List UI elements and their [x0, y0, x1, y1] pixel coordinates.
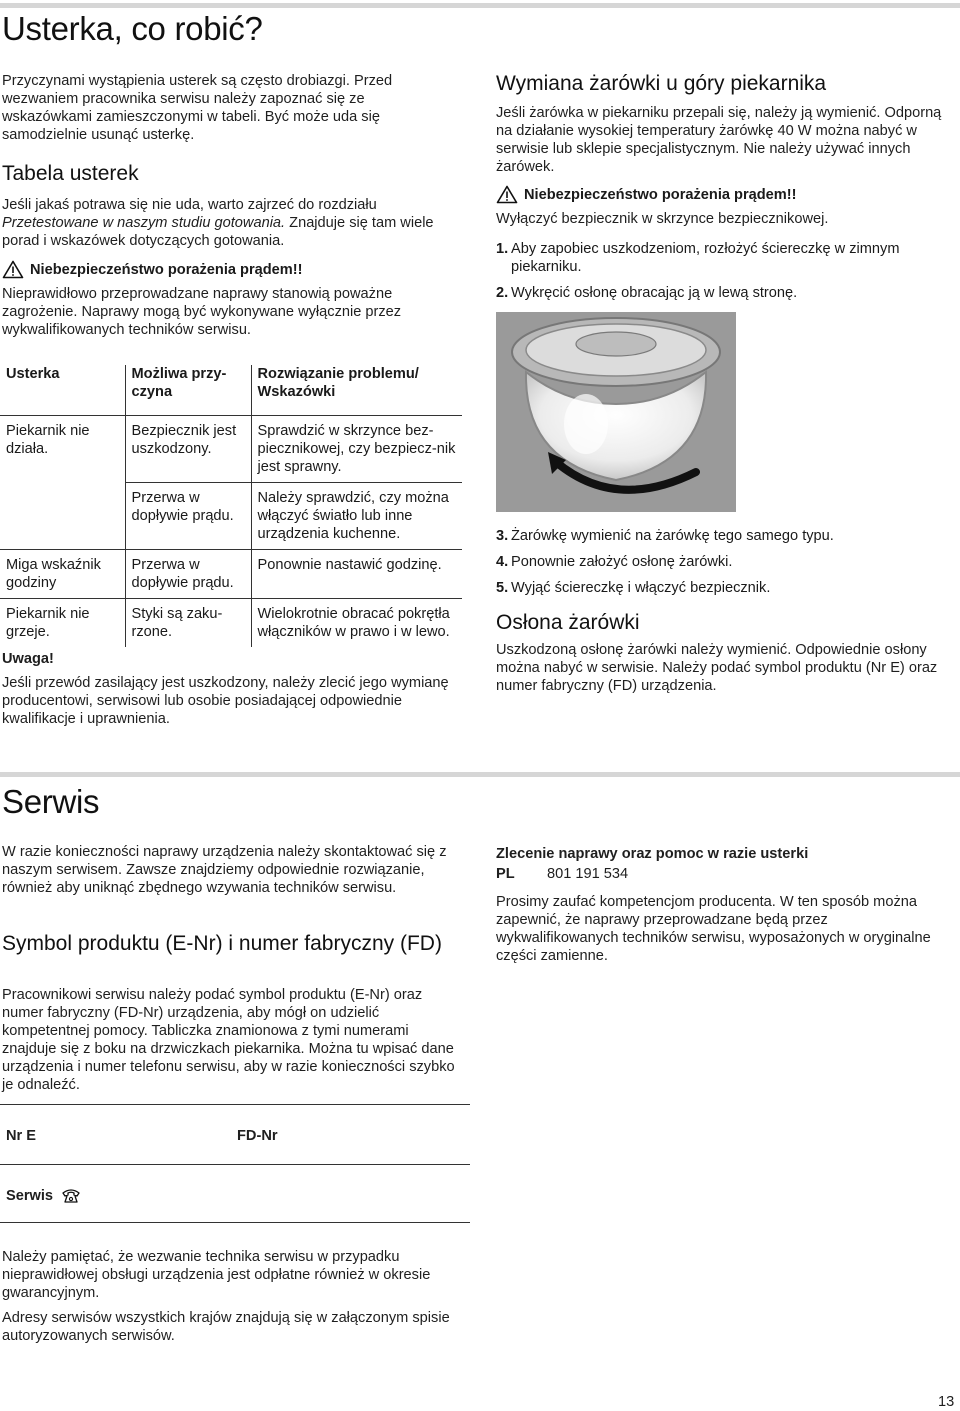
- telephone-icon: [61, 1188, 81, 1204]
- column-header: Usterka: [0, 365, 125, 416]
- service-footer-2: Adresy serwisów wszystkich krajów znajdują się w załączonym spisie autoryzowanych serwisów.: [2, 1310, 450, 1344]
- note-title: Uwaga!: [2, 651, 54, 667]
- cause-cell: Bezpiecznik jest uszkodzony.: [125, 416, 251, 483]
- list-item: 5. Wyjąć ściereczkę i włączyć bezpiecznik.: [496, 580, 771, 596]
- service-phone-label: Serwis: [6, 1187, 81, 1205]
- page-number: 13: [938, 1394, 955, 1410]
- page-title: Usterka, co robić?: [2, 10, 263, 47]
- fault-cell: Piekarnik nie działa.: [0, 416, 125, 550]
- nr-box-mid-line: [0, 1164, 470, 1165]
- shock-warning-right: [496, 185, 796, 204]
- note-text: Jeśli przewód zasilający jest uszkodzony, należy zlecić jego wymianę producentowi, serwisowi lub osobie posiadającej odpowiednie kwalifikacje i uprawnienia.: [2, 675, 449, 727]
- top-rule: [0, 3, 960, 8]
- symbol-heading: Symbol produktu (E-Nr) i numer fabryczny (FD): [2, 932, 442, 955]
- nr-e-label: Nr E: [6, 1128, 37, 1144]
- cause-cell: Styki są zaku-rzone.: [125, 599, 251, 648]
- intro-text: Przyczynami wystąpienia usterek są często drobiazgi. Przed wezwaniem pracownika serwisu należy zapoznać się ze wskazówkami zamieszczonymi w tabeli. Być może uda się samodzielnie usunąć usterkę.: [2, 73, 393, 143]
- warning-title: Niebezpieczeństwo porażenia prądem!!: [524, 186, 797, 203]
- bulb-steps-2: [496, 527, 956, 597]
- warning-text-left: Nieprawidłowo przeprowadzane naprawy stanowią poważne zagrożenie. Naprawy mogą być wykonywane wyłącznie przez wykwalifikowanych techników serwisu.: [2, 286, 402, 338]
- table-row: [0, 550, 462, 599]
- solution-cell: Ponownie nastawić godzinę.: [251, 550, 462, 599]
- fault-table-heading: Tabela usterek: [2, 162, 139, 185]
- bulb-top-text: Jeśli żarówka w piekarniku przepali się, należy ją wymienić. Odporną na działanie wysokiej temperatury żarówkę 40 W można nabyć w serwisie lub sklepie specjalistycznym. Nie należy używać innych żarówek.: [496, 105, 942, 175]
- table-row: [0, 599, 462, 648]
- fault-cell: Miga wskaźnik godziny: [0, 550, 125, 599]
- cause-cell: Przerwa w dopływie prądu.: [125, 483, 251, 550]
- list-item: 4. Ponownie założyć osłonę żarówki.: [496, 554, 733, 570]
- warning-text-right: Wyłączyć bezpiecznik w skrzynce bezpiecznikowej.: [496, 211, 829, 227]
- bulb-cover-heading: Osłona żarówki: [496, 611, 640, 634]
- service-intro: W razie konieczności naprawy urządzenia należy skontaktować się z naszym serwisem. Zawsze znajdziemy odpowiednie rozwiązanie, również aby uniknąć zbędnego wzywania techników serwisu.: [2, 844, 447, 896]
- repair-heading: Zlecenie naprawy oraz pomoc w razie usterki: [496, 846, 809, 862]
- list-item: 1. Aby zapobiec uszkodzeniom, rozłożyć ściereczkę w zimnym piekarniku.: [496, 241, 900, 275]
- solution-cell: Wielokrotnie obracać pokrętła włączników w prawo i w lewo.: [251, 599, 462, 648]
- shock-warning-left: [2, 260, 302, 279]
- nr-box-bottom-line: [0, 1222, 470, 1223]
- fault-cell: Piekarnik nie grzeje.: [6, 606, 90, 640]
- cause-cell: Przerwa w dopływie prądu.: [125, 550, 251, 599]
- table-row: [0, 416, 462, 483]
- fault-table: [0, 365, 462, 647]
- bulb-cover-text: Uszkodzoną osłonę żarówki należy wymienić. Odpowiednie osłony można nabyć w serwisie. Należy podać symbol produktu (Nr E) oraz numer fabryczny (FD) urządzenia.: [496, 642, 938, 694]
- warning-triangle-icon: [2, 260, 24, 279]
- repair-phone: [496, 865, 628, 883]
- column-header: Rozwiązanie problemu/ Wskazówki: [251, 365, 462, 416]
- nr-box-top-line: [0, 1104, 470, 1105]
- list-item: 2. Wykręcić osłonę obracając ją w lewą stronę.: [496, 285, 798, 301]
- fault-table-intro: Jeśli jakaś potrawa się nie uda, warto zajrzeć do rozdziału Przetestowane w naszym studiu gotowania. Znajduje się tam wiele porad i wskazówek dotyczących gotowania.: [2, 197, 434, 249]
- section-rule: [0, 772, 960, 777]
- warning-title: Niebezpieczeństwo porażenia prądem!!: [30, 261, 303, 278]
- solution-cell: Należy sprawdzić, czy można włączyć światło lub inne urządzenia kuchenne.: [251, 483, 462, 550]
- repair-text: Prosimy zaufać kompetencjom producenta. W ten sposób można zapewnić, że naprawy przeprowadzane będą przez wykwalifikowanych techników serwisu, wyposażonych w oryginalne części zamienne.: [496, 894, 931, 964]
- column-header: Możliwa przy-czyna: [125, 365, 251, 416]
- bulb-steps-1: [496, 240, 956, 302]
- table-header-row: [0, 365, 462, 416]
- bulb-top-heading: Wymiana żarówki u góry piekarnika: [496, 72, 827, 95]
- country-code: PL: [496, 866, 515, 882]
- phone-number: 801 191 534: [547, 866, 629, 882]
- lamp-cover-illustration: [496, 312, 736, 512]
- service-heading: Serwis: [2, 783, 100, 820]
- warning-triangle-icon: [496, 185, 518, 204]
- fd-nr-label: FD-Nr: [237, 1128, 278, 1144]
- list-item: 3. Żarówkę wymienić na żarówkę tego samego typu.: [496, 528, 834, 544]
- service-footer-1: Należy pamiętać, że wezwanie technika serwisu w przypadku nieprawidłowej obsługi urządzenia jest odpłatne również w okresie gwarancyjnym.: [2, 1249, 431, 1301]
- symbol-text: Pracownikowi serwisu należy podać symbol produktu (E-Nr) oraz numer fabryczny (FD-Nr) urządzenia, aby mógł on udzielić kompetentnej pomocy. Tabliczka znamionowa z tymi numerami znajduje się z boku na drzwiczkach piekarnika. Można tu wpisać dane urządzenia i numer telefonu serwisu, aby w razie konieczności szybko je odnaleźć.: [2, 987, 455, 1093]
- solution-cell: Sprawdzić w skrzynce bez-piecznikowej, czy bezpiecz-nik jest sprawny.: [251, 416, 462, 483]
